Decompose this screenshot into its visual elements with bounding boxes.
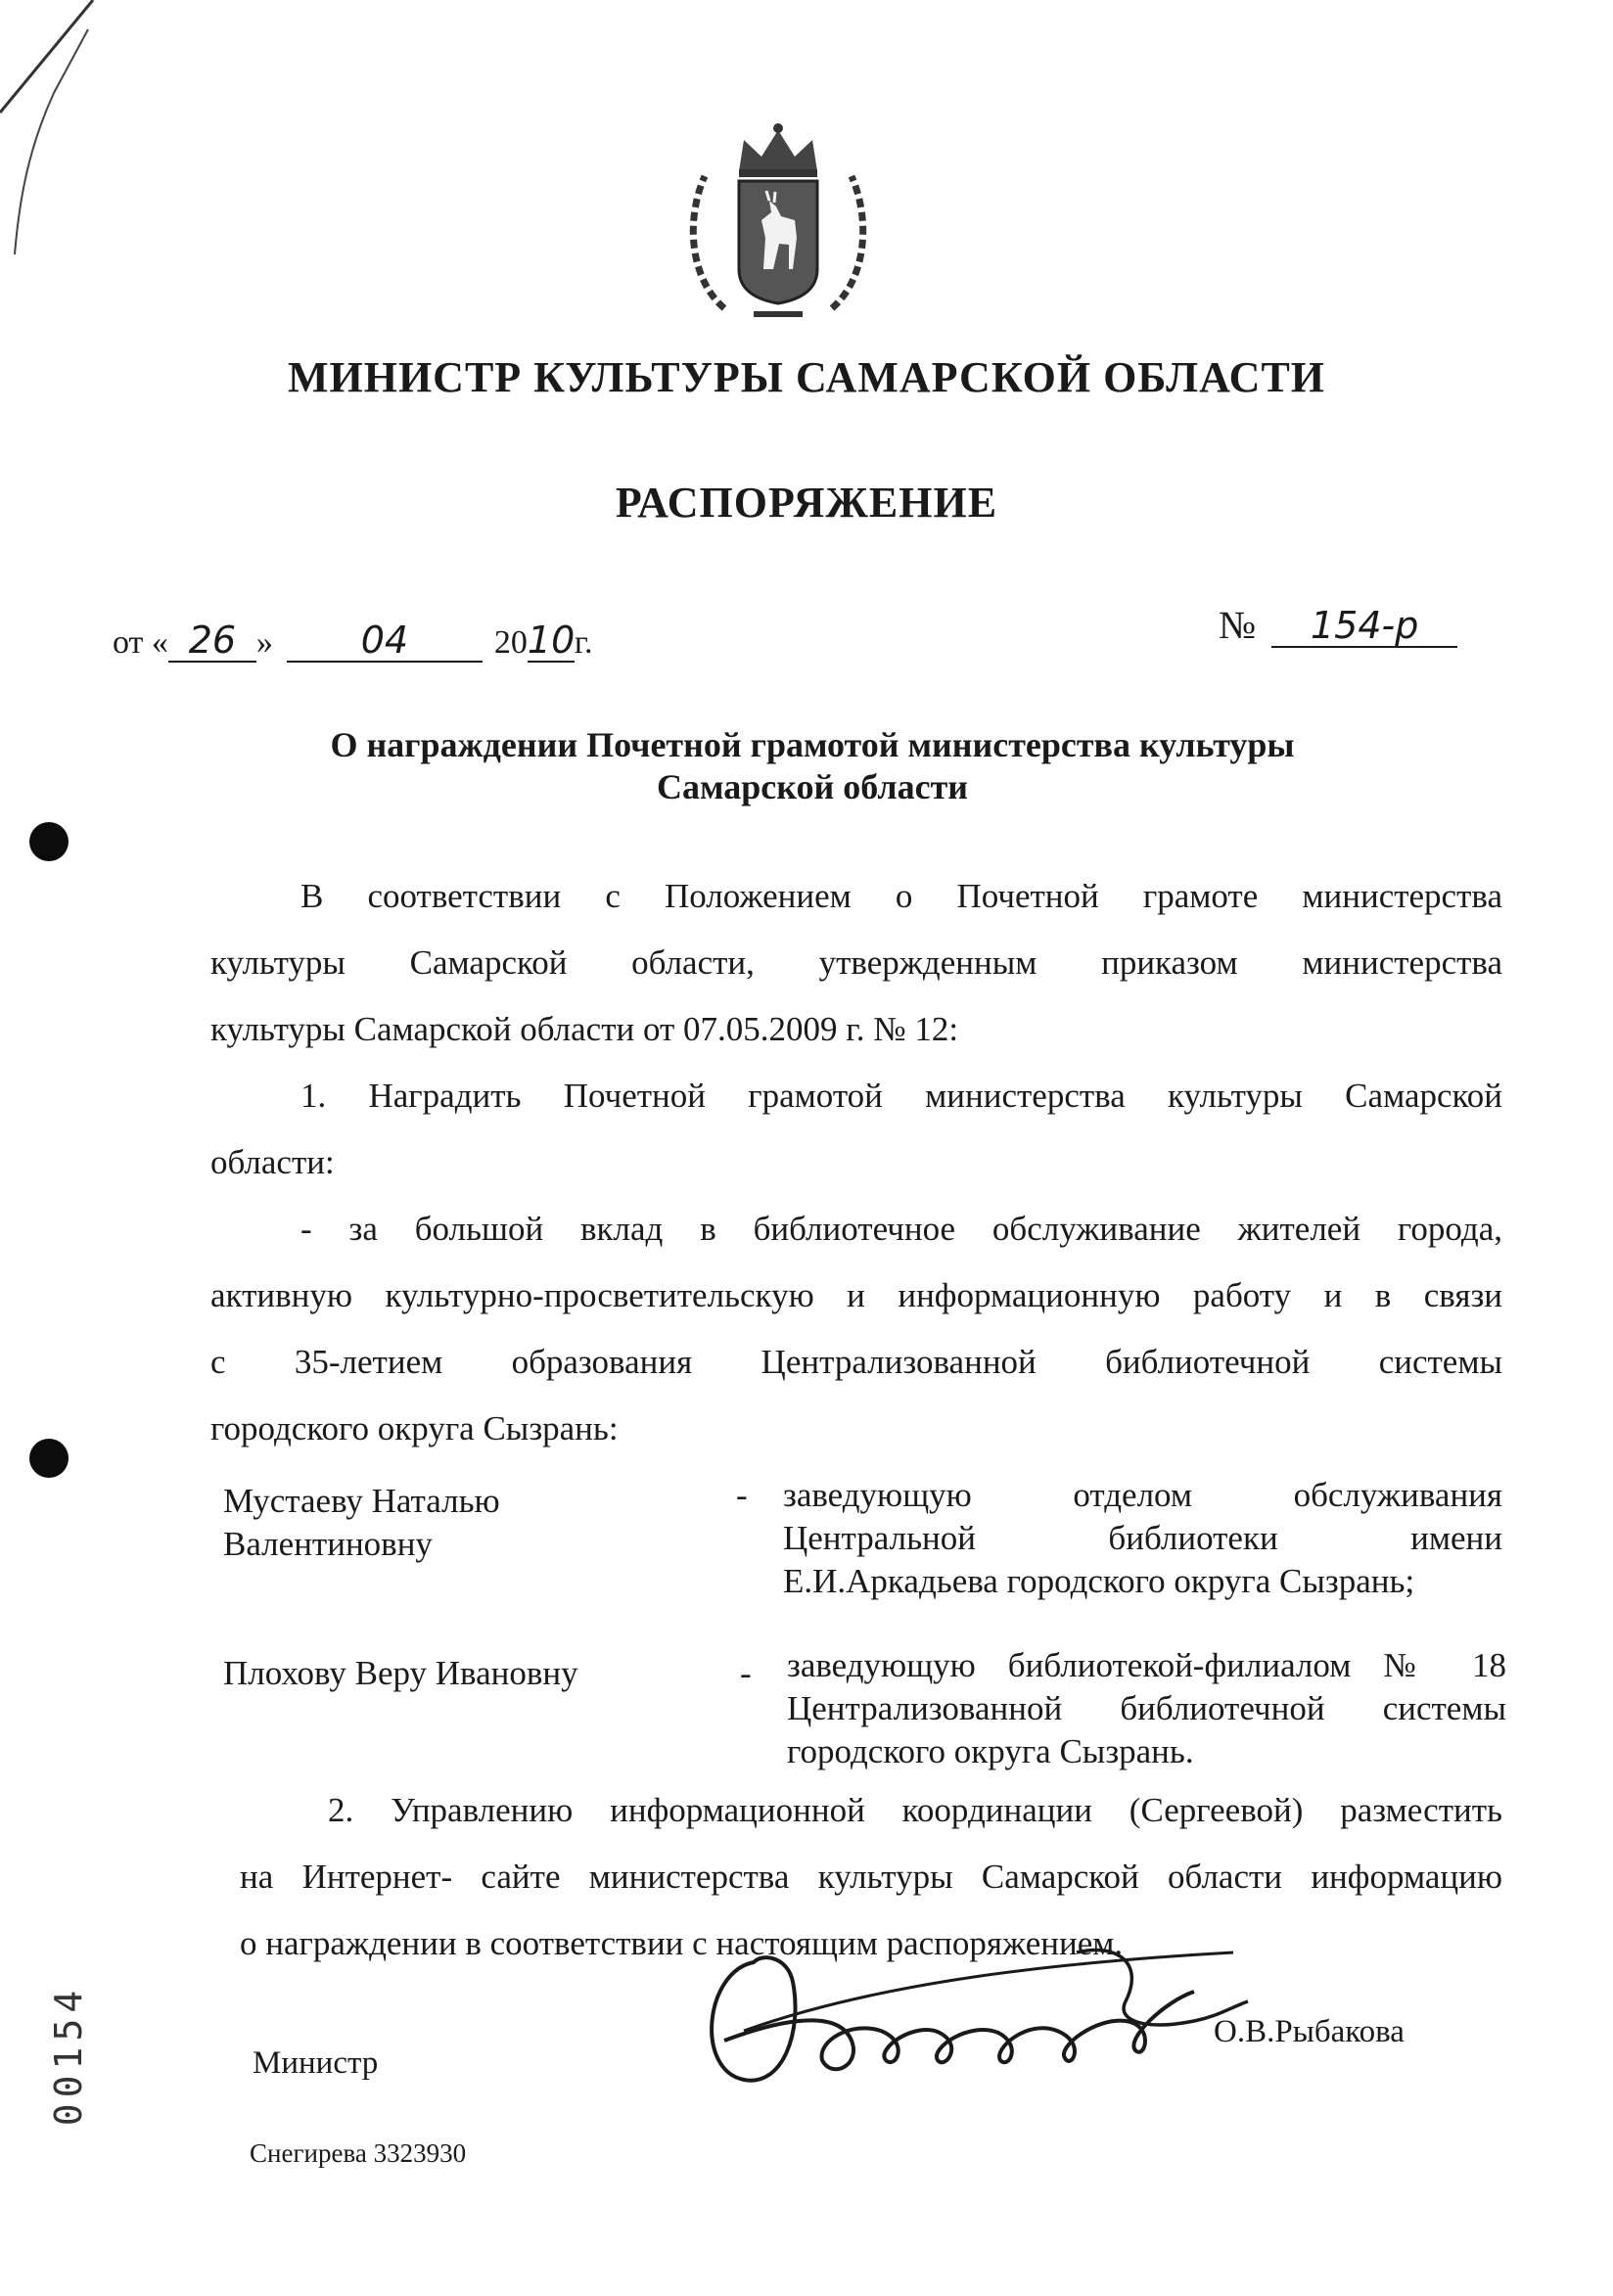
awardee-1-dash: - <box>736 1476 748 1514</box>
item-2-line-3: о награждении в соответствии с настоящим распоряжением. <box>240 1924 1124 1962</box>
reason-line-1: - за большой вклад в библиотечное обслуживание жителей города, <box>300 1210 1502 1248</box>
preamble-paragraph <box>210 863 1502 1063</box>
awardee-2-position-line-2: Централизованной библиотечной системы <box>787 1689 1506 1727</box>
executor-contact: Снегирева 3323930 <box>250 2138 467 2168</box>
awardee-2-name-line-1: Плохову Веру Ивановну <box>223 1654 578 1692</box>
punch-hole-bottom <box>29 1439 69 1478</box>
awardee-2-position-line-1: заведующую библиотекой-филиалом № 18 <box>787 1646 1506 1684</box>
preamble-line-3: культуры Самарской области от 07.05.2009 г. № 12: <box>210 1010 959 1048</box>
date-day: 26 <box>168 621 256 663</box>
date-prefix: от « <box>113 624 168 661</box>
item-2-line-1: 2. Управлению информационной координации (Сергеевой) разместить <box>328 1791 1502 1829</box>
reason-line-3: с 35-летием образования Централизованной библиотечной системы <box>210 1343 1502 1381</box>
awardee-1-position <box>783 1474 1502 1603</box>
ministry-title: МИНИСТР КУЛЬТУРЫ САМАРСКОЙ ОБЛАСТИ <box>287 353 1326 401</box>
document-type-title: РАСПОРЯЖЕНИЕ <box>615 479 998 527</box>
item-2-line-2: на Интернет- сайте министерства культуры Самарской области информацию <box>240 1858 1502 1896</box>
reason-line-2: активную культурно-просветительскую и информационную работу и в связи <box>210 1276 1502 1314</box>
handwritten-signature <box>685 1923 1263 2099</box>
signatory-name: О.В.Рыбакова <box>1214 2014 1405 2049</box>
awardee-1-name-line-1: Мустаеву Наталью <box>223 1482 500 1520</box>
reason-line-4: городского округа Сызрань: <box>210 1409 619 1447</box>
awardee-2-position <box>787 1644 1506 1773</box>
item-1-line-2: области: <box>210 1143 335 1181</box>
awardee-2-dash: - <box>740 1654 752 1692</box>
signatory-role: Министр <box>253 2045 379 2081</box>
subject-line-2: Самарской области <box>657 767 968 807</box>
subject-line-1: О награждении Почетной грамотой министерства культуры <box>330 725 1295 764</box>
date-year-suffix: 10 <box>527 619 576 662</box>
awardee-1-name <box>223 1480 673 1566</box>
number-value: 154-р <box>1271 607 1457 648</box>
item-1-paragraph <box>210 1063 1502 1196</box>
coat-of-arms-emblem <box>685 122 871 323</box>
preamble-line-2: культуры Самарской области, утвержденным приказом министерства <box>210 943 1502 982</box>
awardee-2-position-line-3: городского округа Сызрань. <box>787 1732 1194 1770</box>
date-month: 04 <box>287 621 483 663</box>
awardee-1-name-line-2: Валентиновну <box>223 1525 433 1563</box>
date-separator: » <box>255 624 273 661</box>
reason-paragraph <box>210 1196 1502 1462</box>
punch-hole-top <box>29 822 69 861</box>
date-year-prefix: 20 <box>493 624 528 661</box>
document-subject <box>245 724 1380 808</box>
number-label: № <box>1219 603 1257 647</box>
awardee-1-position-line-1: заведующую отделом обслуживания <box>783 1476 1502 1514</box>
awardee-1-position-line-2: Центральной библиотеки имени <box>783 1519 1502 1557</box>
corner-fold-mark <box>0 0 137 254</box>
document-date <box>113 621 593 663</box>
registration-number-text: 00154 <box>47 1984 90 2127</box>
item-1-line-1: 1. Наградить Почетной грамотой министерства культуры Самарской <box>300 1077 1502 1115</box>
registration-number-stamp <box>24 1938 113 2173</box>
awardee-2-name <box>223 1652 732 1695</box>
date-suffix: г. <box>574 624 593 661</box>
preamble-line-1: В соответствии с Положением о Почетной грамоте министерства <box>300 877 1502 915</box>
awardee-1-position-line-3: Е.И.Аркадьева городского округа Сызрань; <box>783 1562 1415 1600</box>
document-number <box>1219 602 1457 648</box>
